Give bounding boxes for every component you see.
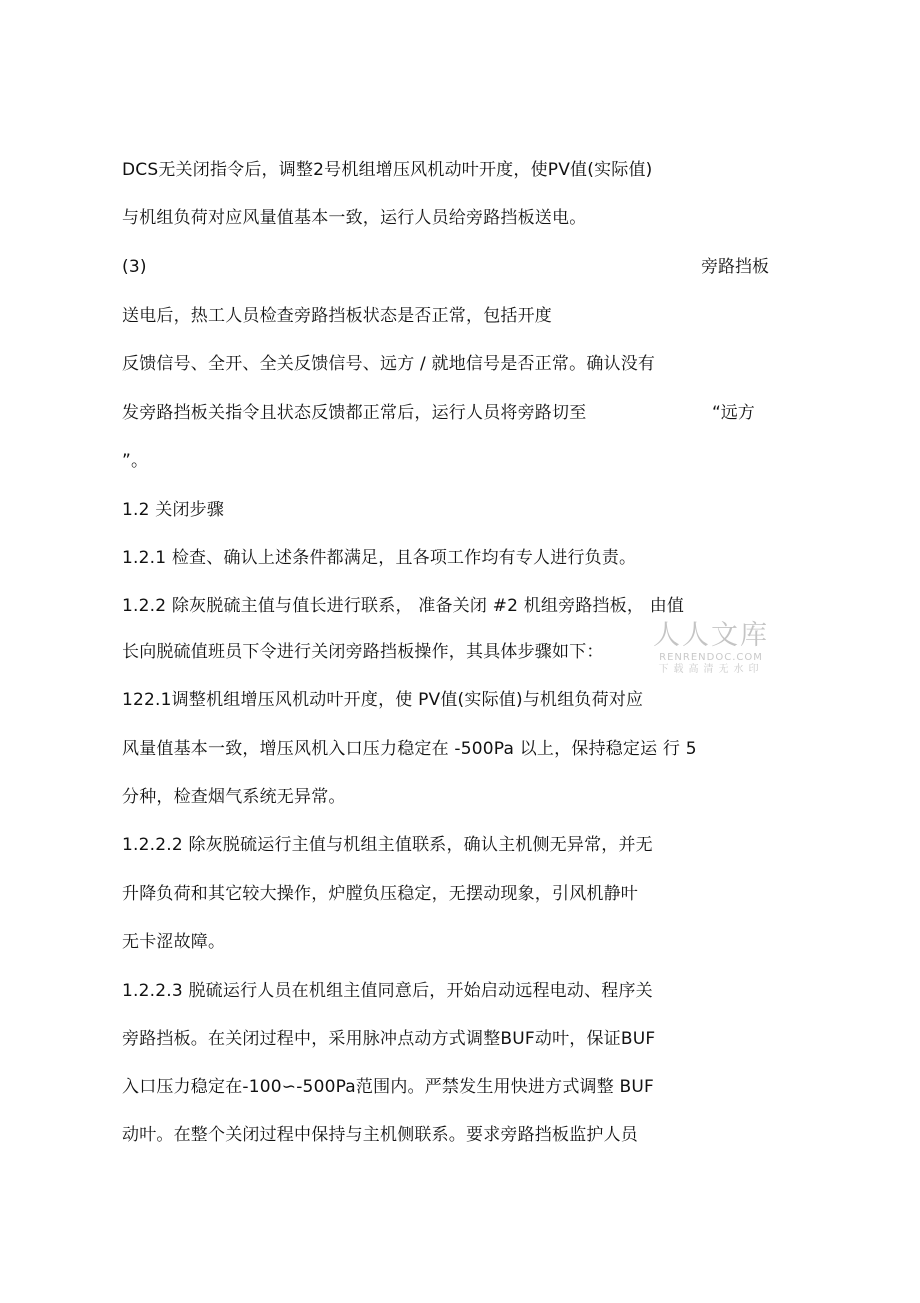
watermark-logo (648, 620, 774, 684)
text-line: 旁路挡板。在关闭过程中，采用脉冲点动方式调整BUF动叶，保证BUF (122, 1029, 656, 1049)
text-line: 分种，检查烟气系统无异常。 (122, 787, 346, 807)
text-line: 1.2.2 除灰脱硫主值与值长进行联系， 准备关闭 #2 机组旁路挡板， 由值 (122, 596, 685, 616)
watermark-subtitle: 下载高清无水印 (658, 664, 764, 675)
text-line: 风量值基本一致，增压风机入口压力稳定在 -500Pa 以上，保持稳定运 行 5 (122, 739, 697, 759)
text-line: 无卡涩故障。 (122, 932, 226, 952)
watermark-url: RENRENDOC.COM (659, 652, 763, 663)
text-line: 反馈信号、全开、全关反馈信号、远方 / 就地信号是否正常。确认没有 (122, 354, 656, 374)
text-line: 1.2.1 检查、确认上述条件都满足，且各项工作均有专人进行负责。 (122, 548, 637, 568)
text-line: 送电后，热工人员检查旁路挡板状态是否正常，包括开度 (122, 306, 552, 326)
text-line: 1.2.2.2 除灰脱硫运行主值与机组主值联系，确认主机侧无异常，并无 (122, 835, 653, 855)
watermark-title: 人人文库 (653, 620, 769, 651)
text-line: (3) (122, 257, 147, 277)
text-line: 发旁路挡板关指令且状态反馈都正常后，运行人员将旁路切至 (122, 403, 587, 423)
text-line: 升降负荷和其它较大操作，炉膛负压稳定，无摆动现象，引风机静叶 (122, 884, 638, 904)
text-line: 与机组负荷对应风量值基本一致，运行人员给旁路挡板送电。 (122, 208, 587, 228)
text-line: DCS无关闭指令后，调整2号机组增压风机动叶开度，使PV值(实际值) (122, 160, 653, 180)
text-line: 122.1调整机组增压风机动叶开度，使 PV值(实际值)与机组负荷对应 (122, 690, 644, 710)
text-line-right-part: 旁路挡板 (701, 257, 769, 277)
text-line: 动叶。在整个关闭过程中保持与主机侧联系。要求旁路挡板监护人员 (122, 1125, 638, 1145)
text-line: ”。 (122, 451, 149, 471)
text-line-right-part: “远方 (712, 403, 755, 423)
text-line: 入口压力稳定在-100∽-500Pa范围内。严禁发生用快进方式调整 BUF (122, 1077, 654, 1097)
text-line: 1.2.2.3 脱硫运行人员在机组主值同意后，开始启动远程电动、程序关 (122, 981, 653, 1001)
section-heading: 1.2 关闭步骤 (122, 500, 225, 520)
text-line: 长向脱硫值班员下令进行关闭旁路挡板操作，其具体步骤如下： (122, 642, 604, 662)
